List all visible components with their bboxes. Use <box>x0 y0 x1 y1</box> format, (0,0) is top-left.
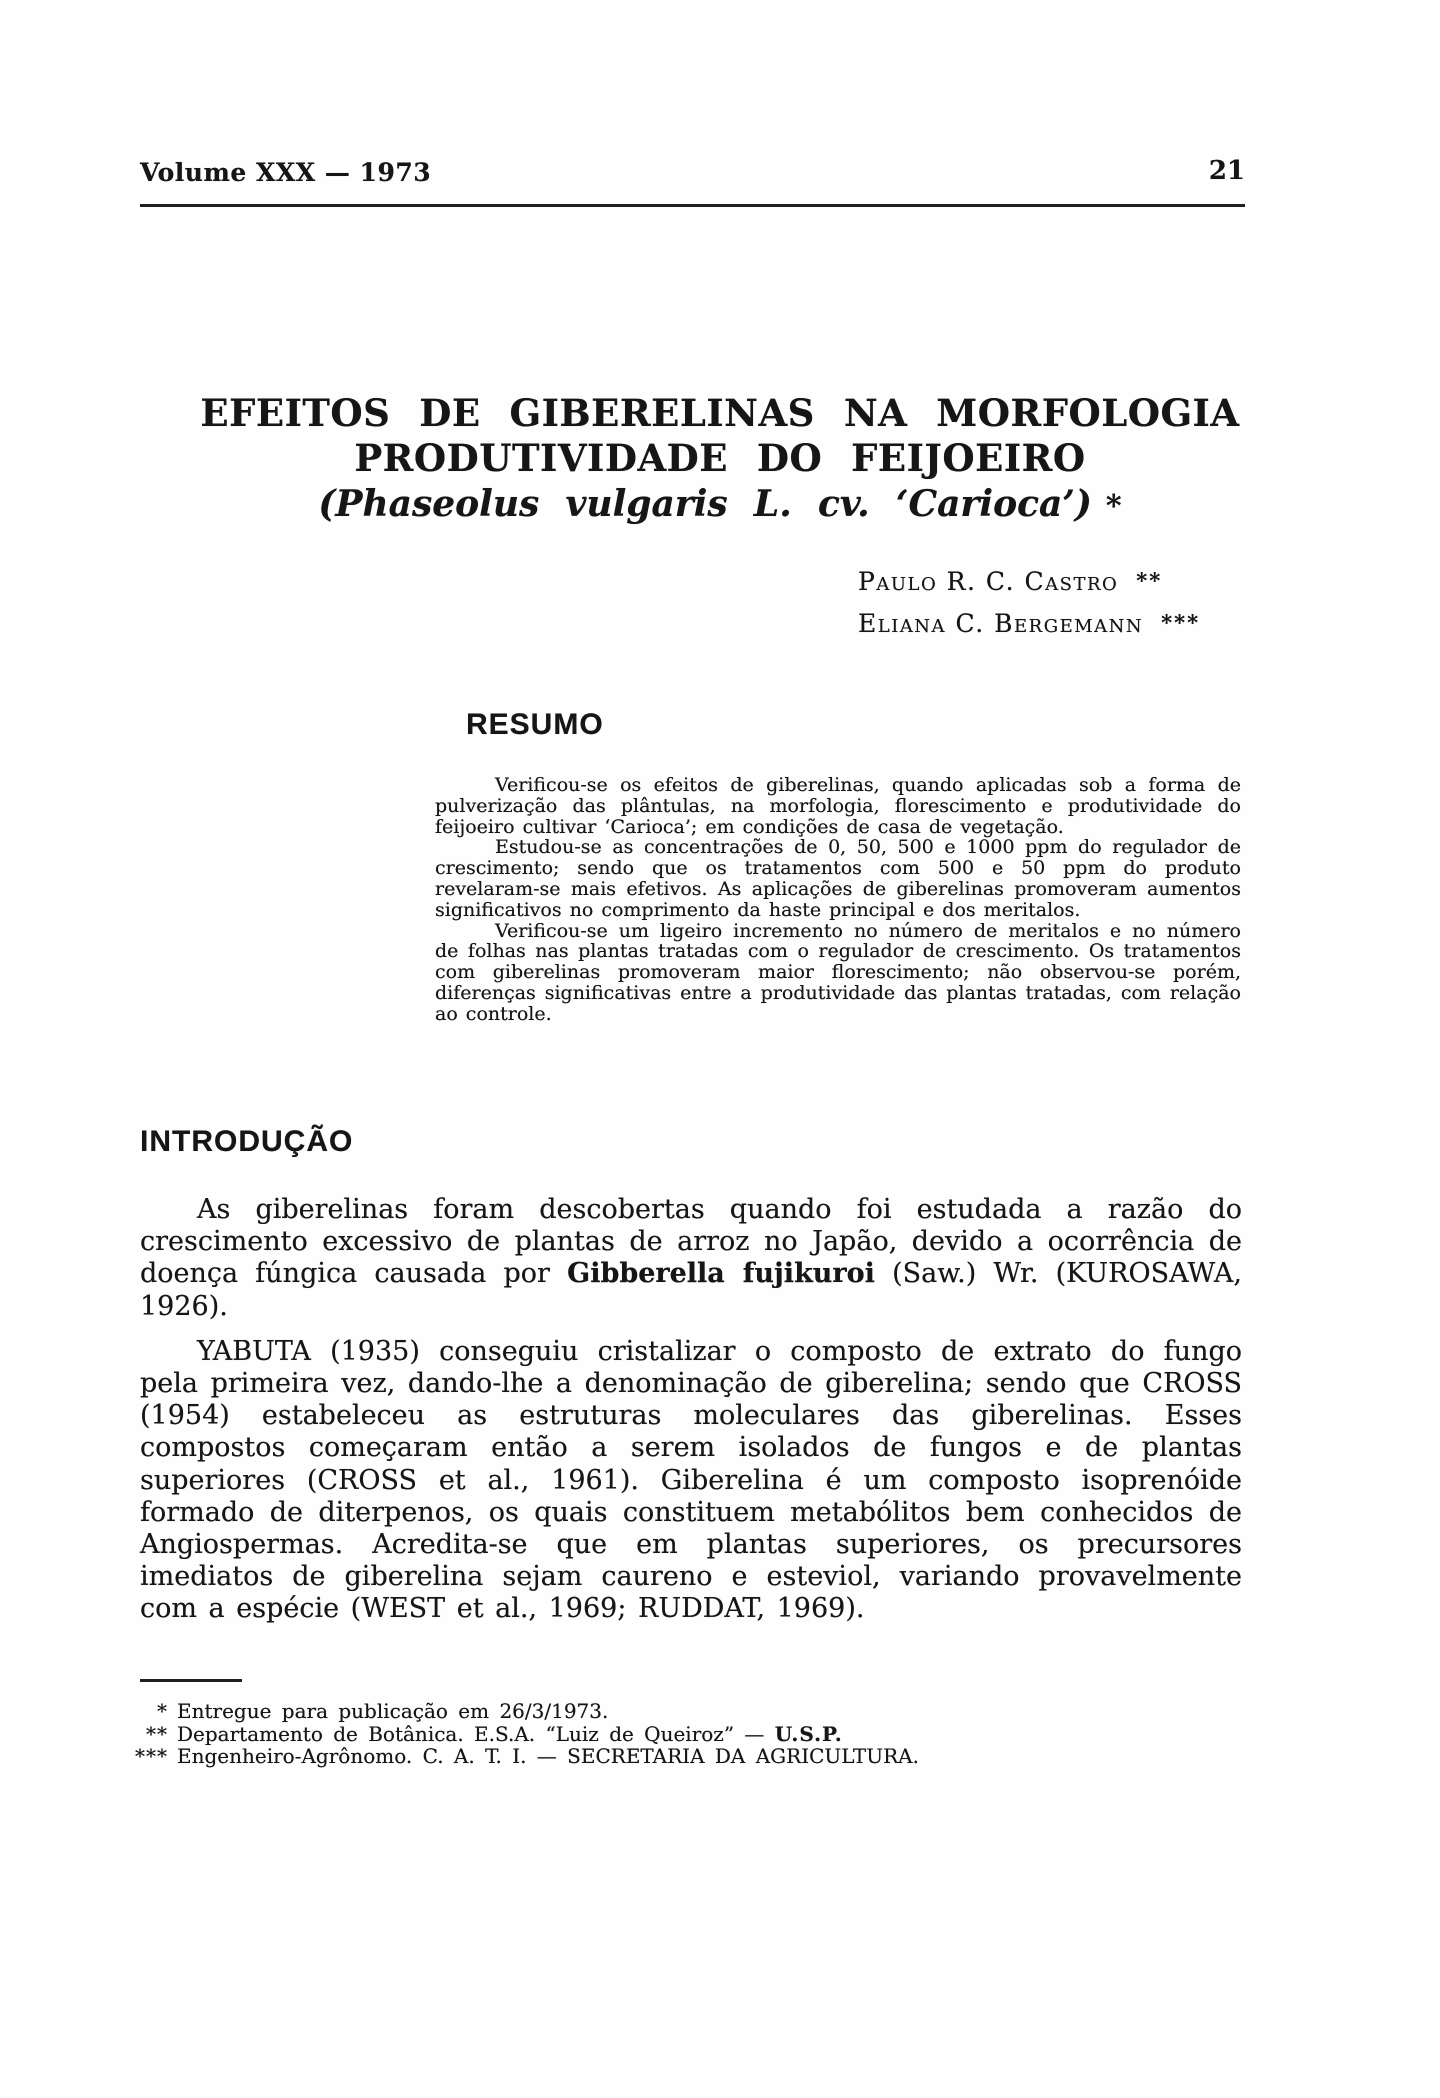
footnote-2-text <box>177 1723 843 1746</box>
introducao-heading: INTRODUÇÃO <box>140 1125 354 1158</box>
footnotes-block <box>120 1700 1250 1768</box>
title-footnote-mark: * <box>1105 489 1122 524</box>
article-title <box>0 391 1440 530</box>
abstract-paragraph-3: Verificou-se um ligeiro incremento no número de meritalos e no número de folhas nas plantas tratadas com o regulador de crescimento. Os tratamentos com giberelinas promoveram maior florescimento; não observou-se porém, diferenças significativas entre a produtividade das plantas tratadas, com relação ao controle. <box>435 919 1241 1025</box>
footnote-2-text-bold: U.S.P. <box>774 1721 843 1746</box>
footnote-3-text-main: Engenheiro-Agrônomo. C. A. T. I. — SECRETARIA DA AGRICULTURA. <box>177 1744 919 1769</box>
introducao-body <box>140 1194 1242 1626</box>
title-line-2: PRODUTIVIDADE DO FEIJOEIRO <box>354 436 1086 480</box>
title-line-1: EFEITOS DE GIBERELINAS NA MORFOLOGIA <box>200 391 1240 435</box>
author-2-footnote-mark: *** <box>1161 610 1201 635</box>
footnote-3 <box>120 1745 1250 1768</box>
footnote-rule-divider <box>140 1679 242 1682</box>
resumo-heading: RESUMO <box>466 708 604 741</box>
footnote-1-mark: * <box>157 1699 168 1723</box>
footnote-1-text-main: Entregue para publicação em 26/3/1973. <box>177 1699 609 1723</box>
intro-paragraph-1 <box>140 1194 1242 1323</box>
intro-p1-species-bold: Gibberella fujikuroi <box>567 1258 875 1290</box>
footnote-2 <box>120 1723 1250 1746</box>
intro-p1-text: As giberelinas foram descobertas quando foi estudada a razão do crescimento excessivo de plantas de arroz no Japão, devido a ocorrência de doença fúngica causada por <box>140 1194 1242 1290</box>
header-rule-divider <box>140 204 1245 207</box>
author-2 <box>858 602 1200 644</box>
author-1 <box>858 560 1200 602</box>
footnote-3-text <box>177 1745 919 1768</box>
footnote-1 <box>120 1700 1250 1723</box>
footnote-2-mark: ** <box>146 1721 168 1746</box>
footnote-2-text-main: Departamento de Botânica. E.S.A. “Luiz de Queiroz” — <box>177 1721 775 1746</box>
footnote-3-mark: *** <box>135 1744 168 1769</box>
abstract-paragraph-1: Verificou-se os efeitos de giberelinas, quando aplicadas sob a forma de pulverização das plântulas, na morfologia, florescimento e produtividade do feijoeiro cultivar ‘Carioca’; em condições de casa de vegetação. <box>435 774 1241 838</box>
author-1-footnote-mark: ** <box>1136 568 1163 593</box>
abstract-paragraph-2: Estudou-se as concentrações de 0, 50, 500 e 1000 ppm do regulador de crescimento; sendo que os tratamentos com 500 e 50 ppm do produto revelaram-se mais efetivos. As aplicações de giberelinas promoveram aumentos significativos no comprimento da haste principal e dos meritalos. <box>435 836 1241 921</box>
abstract-block <box>435 775 1241 1025</box>
title-species-line <box>0 481 1440 530</box>
authors-block <box>858 560 1200 644</box>
intro-paragraph-2: YABUTA (1935) conseguiu cristalizar o composto de extrato do fungo pela primeira vez, dando-lhe a denominação de giberelina; sendo que CROSS (1954) estabeleceu as estruturas moleculares das giberelinas. Esses compostos começaram então a serem isolados de fungos e de plantas superiores (CROSS et al., 1961). Giberelina é um composto isoprenóide formado de diterpenos, os quais constituem metabólitos bem conhecidos de Angiospermas. Acredita-se que em plantas superiores, os precursores imediatos de giberelina sejam caureno e esteviol, variando provavelmente com a espécie (WEST et al., 1969; RUDDAT, 1969). <box>140 1335 1242 1625</box>
volume-header: Volume XXX — 1973 <box>140 158 432 187</box>
species-name-italic: (Phaseolus vulgaris L. cv. ‘Carioca’) <box>318 483 1092 525</box>
intro-p1-text-end: (Saw.) Wr. (KUROSAWA, 1926). <box>140 1258 1242 1322</box>
author-2-name: Eliana C. Bergemann <box>858 609 1144 638</box>
page-number: 21 <box>1208 156 1245 186</box>
author-1-name: Paulo R. C. Castro <box>858 567 1119 596</box>
footnote-1-text <box>177 1700 608 1723</box>
